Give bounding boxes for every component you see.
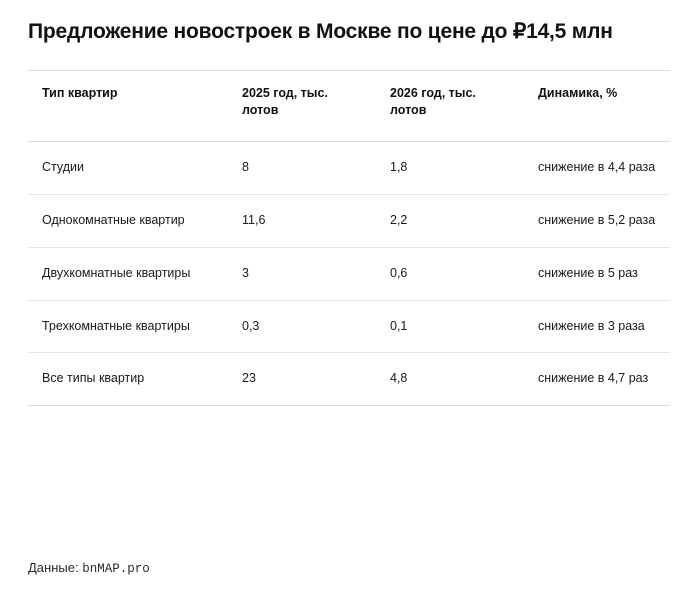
cell-dynamics: снижение в 4,4 раза: [524, 142, 670, 195]
table-header-row: [28, 70, 670, 142]
page-title: Предложение новостроек в Москве по цене до ₽14,5 млн: [28, 20, 613, 43]
source-value: bnMAP.pro: [82, 562, 150, 576]
cell-2025: 8: [228, 142, 376, 195]
source-label: Данные:: [28, 560, 79, 575]
cell-2025: 23: [228, 353, 376, 406]
column-header-type: Тип квартир: [28, 70, 228, 142]
table-row: [28, 195, 670, 248]
cell-dynamics: снижение в 5 раз: [524, 247, 670, 300]
cell-2026: 1,8: [376, 142, 524, 195]
cell-type: Однокомнатные квартир: [28, 195, 228, 248]
table-row: [28, 353, 670, 406]
column-header-2026: 2026 год, тыс. лотов: [376, 70, 524, 142]
cell-type: Все типы квартир: [28, 353, 228, 406]
table-row: [28, 300, 670, 353]
cell-2025: 11,6: [228, 195, 376, 248]
table-header: [28, 70, 670, 142]
cell-2026: 0,6: [376, 247, 524, 300]
table-row: [28, 142, 670, 195]
cell-type: Трехкомнатные квартиры: [28, 300, 228, 353]
column-header-2025: 2025 год, тыс. лотов: [228, 70, 376, 142]
source-note: [28, 560, 150, 576]
cell-dynamics: снижение в 4,7 раз: [524, 353, 670, 406]
cell-dynamics: снижение в 3 раза: [524, 300, 670, 353]
table-row: [28, 247, 670, 300]
cell-type: Студии: [28, 142, 228, 195]
column-header-dynamics: Динамика, %: [524, 70, 670, 142]
cell-type: Двухкомнатные квартиры: [28, 247, 228, 300]
cell-2025: 3: [228, 247, 376, 300]
cell-dynamics: снижение в 5,2 раза: [524, 195, 670, 248]
table-body: [28, 142, 670, 406]
cell-2026: 0,1: [376, 300, 524, 353]
cell-2026: 4,8: [376, 353, 524, 406]
cell-2025: 0,3: [228, 300, 376, 353]
cell-2026: 2,2: [376, 195, 524, 248]
offer-table: [28, 70, 670, 406]
